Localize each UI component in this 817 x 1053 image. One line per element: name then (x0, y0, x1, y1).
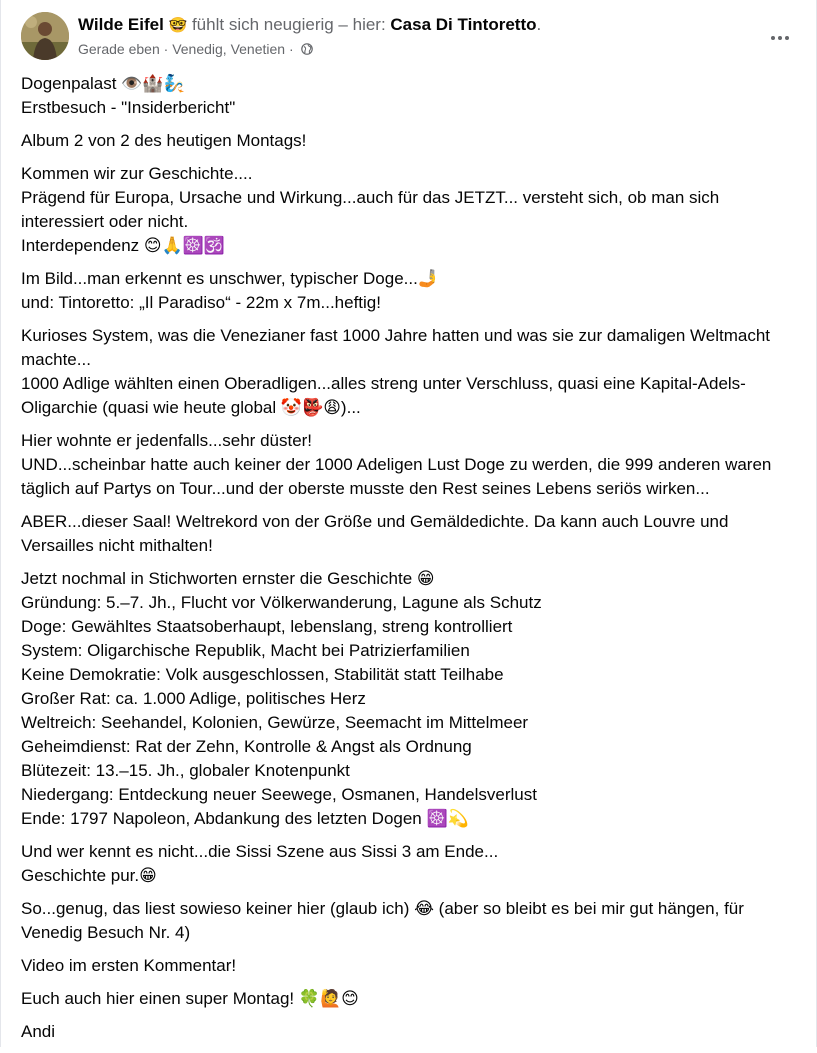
post-paragraph (21, 267, 811, 315)
more-options-button[interactable] (762, 20, 798, 56)
post-text-line: Großer Rat: ca. 1.000 Adlige, politisches Herz (21, 689, 366, 708)
post-paragraph (21, 324, 811, 420)
post-paragraph (21, 987, 811, 1011)
feeling-text: fühlt sich neugierig – hier: (187, 15, 391, 34)
post-text-line: Doge: Gewähltes Staatsoberhaupt, lebenslang, streng kontrolliert (21, 617, 513, 636)
post-text-line: Ende: 1797 Napoleon, Abdankung des letzten Dogen ☸️💫 (21, 809, 469, 828)
post-text-line: Hier wohnte er jedenfalls...sehr düster! (21, 431, 313, 450)
post-body (21, 72, 811, 1053)
post-text-line: ABER...dieser Saal! Weltrekord von der Größe und Gemäldedichte. Da kann auch Louvre und (21, 512, 729, 531)
post-text-line: Venedig Besuch Nr. 4) (21, 923, 191, 942)
post-text-line: Euch auch hier einen super Montag! 🍀🙋😊 (21, 989, 359, 1008)
post-paragraph (21, 162, 811, 258)
post-text-line: Niedergang: Entdeckung neuer Seewege, Osmanen, Handelsverlust (21, 785, 537, 804)
post-meta (78, 40, 313, 58)
post-paragraph (21, 1020, 811, 1044)
author-name[interactable]: Wilde Eifel (78, 15, 164, 34)
post-title-line (78, 14, 541, 36)
post-text-line: Oligarchie (quasi wie heute global 🤡👺😩)... (21, 398, 361, 417)
post-text-line: So...genug, das liest sowieso keiner hier (glaub ich) 😂 (aber so bleibt es bei mir gut hängen, für (21, 899, 744, 918)
post-text-line: Weltreich: Seehandel, Kolonien, Gewürze, Seemacht im Mittelmeer (21, 713, 529, 732)
post-text-line: Interdependenz 😊🙏☸️🕉️ (21, 236, 226, 255)
post-paragraph (21, 429, 811, 501)
post-text-line: machte... (21, 350, 91, 369)
post-text-line: und: Tintoretto: „Il Paradiso“ - 22m x 7m...heftig! (21, 293, 381, 312)
place-link[interactable]: Casa Di Tintoretto (390, 15, 537, 34)
post-header (21, 12, 796, 62)
post-paragraph (21, 567, 811, 831)
post-text-line: 1000 Adlige wählten einen Oberadligen...alles streng unter Verschluss, quasi eine Kapital-Adels- (21, 374, 746, 393)
post-text-line: Dogenpalast 👁️🏰🧞 (21, 74, 185, 93)
post-time[interactable]: Gerade eben (78, 41, 160, 57)
post-text-line: Prägend für Europa, Ursache und Wirkung...auch für das JETZT... versteht sich, ob man sich (21, 188, 720, 207)
post-text-line: täglich auf Partys on Tour...und der oberste musste den Rest seines Lebens seriös wirken... (21, 479, 710, 498)
post-text-line: Andi (21, 1022, 56, 1041)
post-text-line: interessiert oder nicht. (21, 212, 189, 231)
post-text-line: Kurioses System, was die Venezianer fast 1000 Jahre hatten und was sie zur damaligen Weltmacht (21, 326, 771, 345)
post-text-line: Kommen wir zur Geschichte.... (21, 164, 253, 183)
post-text-line: UND...scheinbar hatte auch keiner der 1000 Adeligen Lust Doge zu werden, die 999 anderen waren (21, 455, 772, 474)
avatar[interactable] (21, 12, 69, 60)
avatar-image (21, 12, 69, 60)
post-text-line: Jetzt nochmal in Stichworten ernster die Geschichte 😁 (21, 569, 435, 588)
meta-separator-2: · (285, 41, 294, 57)
post-paragraph (21, 72, 811, 120)
post-text-line: Blütezeit: 13.–15. Jh., globaler Knotenpunkt (21, 761, 350, 780)
post-paragraph (21, 897, 811, 945)
post-paragraph (21, 954, 811, 978)
post-text-line: Und wer kennt es nicht...die Sissi Szene aus Sissi 3 am Ende... (21, 842, 499, 861)
post-text-line: Geschichte pur.😁 (21, 866, 157, 885)
post-text-line: System: Oligarchische Republik, Macht bei Patrizierfamilien (21, 641, 470, 660)
post-paragraph (21, 510, 811, 558)
place-suffix: . (536, 15, 542, 34)
post-location[interactable]: Venedig, Venetien (172, 41, 286, 57)
post-text-line: Erstbesuch - "Insiderbericht" (21, 98, 236, 117)
post-text-line: Video im ersten Kommentar! (21, 956, 237, 975)
post-paragraph (21, 840, 811, 888)
post-text-line: Album 2 von 2 des heutigen Montags! (21, 131, 307, 150)
meta-separator: · (159, 41, 173, 57)
post-paragraph (21, 129, 811, 153)
post-text-line: Versailles nicht mithalten! (21, 536, 213, 555)
feeling-emoji: 🤓 (168, 16, 188, 34)
post-text-line: Keine Demokratie: Volk ausgeschlossen, Stabilität statt Teilhabe (21, 665, 504, 684)
more-horizontal-icon (771, 36, 775, 40)
post-text-line: Im Bild...man erkennt es unschwer, typischer Doge...🤳 (21, 269, 440, 288)
post-text-line: Geheimdienst: Rat der Zehn, Kontrolle & Angst als Ordnung (21, 737, 472, 756)
globe-icon[interactable] (301, 43, 313, 55)
post-text-line: Gründung: 5.–7. Jh., Flucht vor Völkerwanderung, Lagune als Schutz (21, 593, 542, 612)
